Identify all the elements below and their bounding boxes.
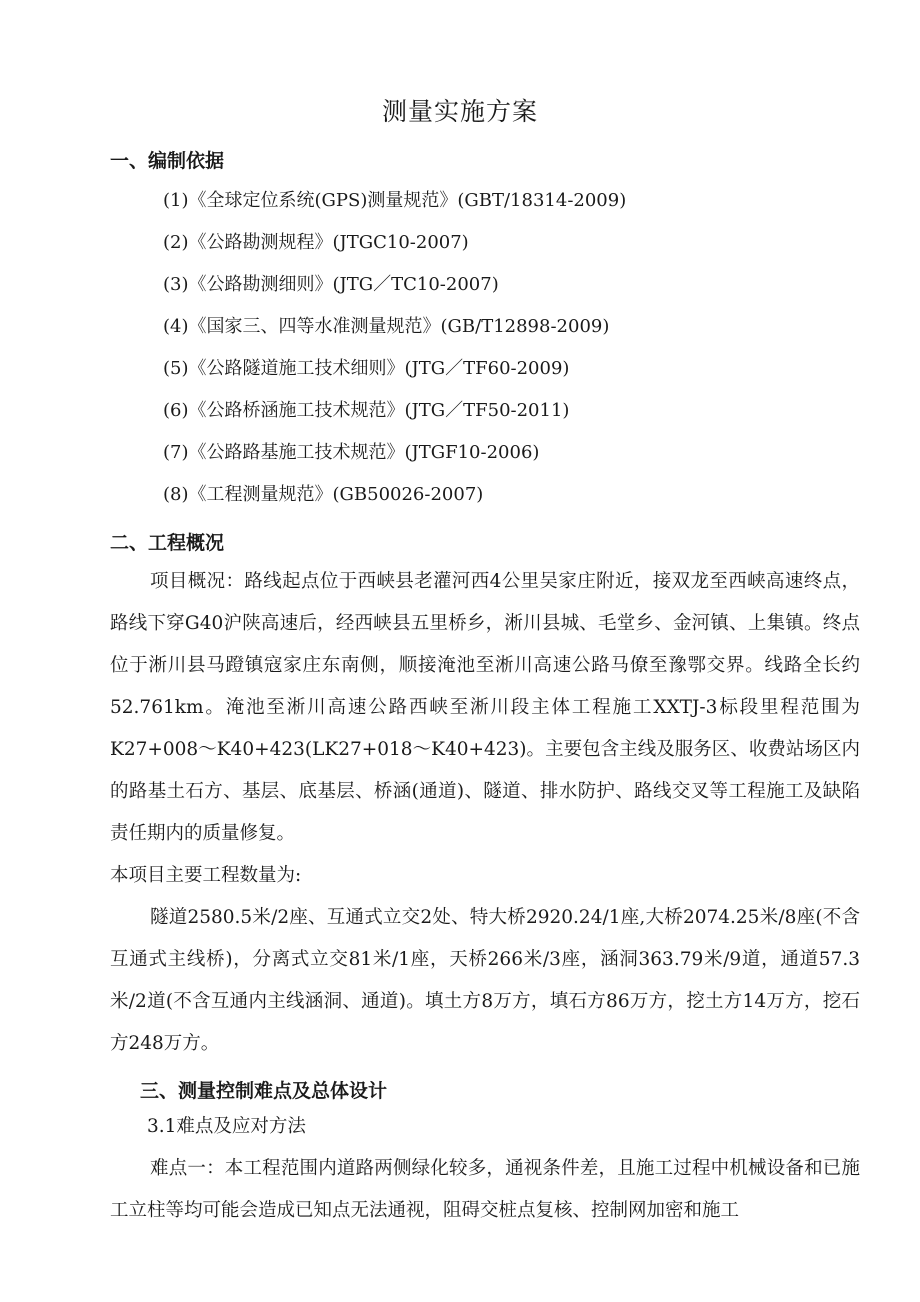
section-heading-difficulties: 三、测量控制难点及总体设计 bbox=[140, 1080, 388, 1102]
quantity-intro-text: 本项目主要工程数量为: bbox=[110, 865, 302, 886]
reference-item: (7)《公路路基施工技术规范》(JTGF10-2006) bbox=[163, 442, 540, 463]
reference-item: (4)《国家三、四等水准测量规范》(GB/T12898-2009) bbox=[163, 316, 610, 337]
reference-list bbox=[163, 186, 626, 522]
difficulty-paragraph: 难点一：本工程范围内道路两侧绿化较多，通视条件差，且施工过程中机械设备和已施工立柱等均可能会造成已知点无法通视，阻碍交桩点复核、控制网加密和施工 bbox=[110, 1158, 860, 1221]
subsection-heading: 3.1难点及应对方法 bbox=[147, 1116, 306, 1137]
quantities-paragraph: 隧道2580.5米/2座、互通式立交2处、特大桥2920.24/1座,大桥2074.25米/8座(不含互通式主线桥)，分离式立交81米/1座，天桥266米/3座，涵洞363.79米/9道，通道57.3米/2道(不含互通内主线涵洞、通道)。填土方8万方，填石方86万方，挖土方14万方，挖石方248万方。 bbox=[110, 907, 860, 1054]
reference-item: (2)《公路勘测规程》(JTGC10-2007) bbox=[163, 232, 469, 253]
reference-item: (8)《工程测量规范》(GB50026-2007) bbox=[163, 484, 484, 505]
reference-item: (1)《全球定位系统(GPS)测量规范》(GBT/18314-2009) bbox=[163, 190, 627, 211]
reference-item: (5)《公路隧道施工技术细则》(JTG／TF60-2009) bbox=[163, 358, 570, 379]
section-heading-basis: 一、编制依据 bbox=[110, 150, 225, 172]
section-heading-overview: 二、工程概况 bbox=[110, 532, 225, 554]
document-title: 测量实施方案 bbox=[381, 97, 538, 126]
project-overview-paragraph: 项目概况：路线起点位于西峡县老灌河西4公里吴家庄附近，接双龙至西峡高速终点，路线下穿G40沪陕高速后，经西峡县五里桥乡，淅川县城、毛堂乡、金河镇、上集镇。终点位于淅川县马蹬镇寇家庄东南侧，顺接淹池至淅川高速公路马僚至豫鄂交界。线路全长约52.761km。淹池至淅川高速公路西峡至淅川段主体工程施工XXTJ-3标段里程范围为K27+008～K40+423(LK27+018～K40+423)。主要包含主线及服务区、收费站场区内的路基土石方、基层、底基层、桥涵(通道)、隧道、排水防护、路线交叉等工程施工及缺陷责任期内的质量修复。 bbox=[110, 571, 860, 844]
reference-item: (3)《公路勘测细则》(JTG／TC10-2007) bbox=[163, 274, 499, 295]
reference-item: (6)《公路桥涵施工技术规范》(JTG／TF50-2011) bbox=[163, 400, 570, 421]
